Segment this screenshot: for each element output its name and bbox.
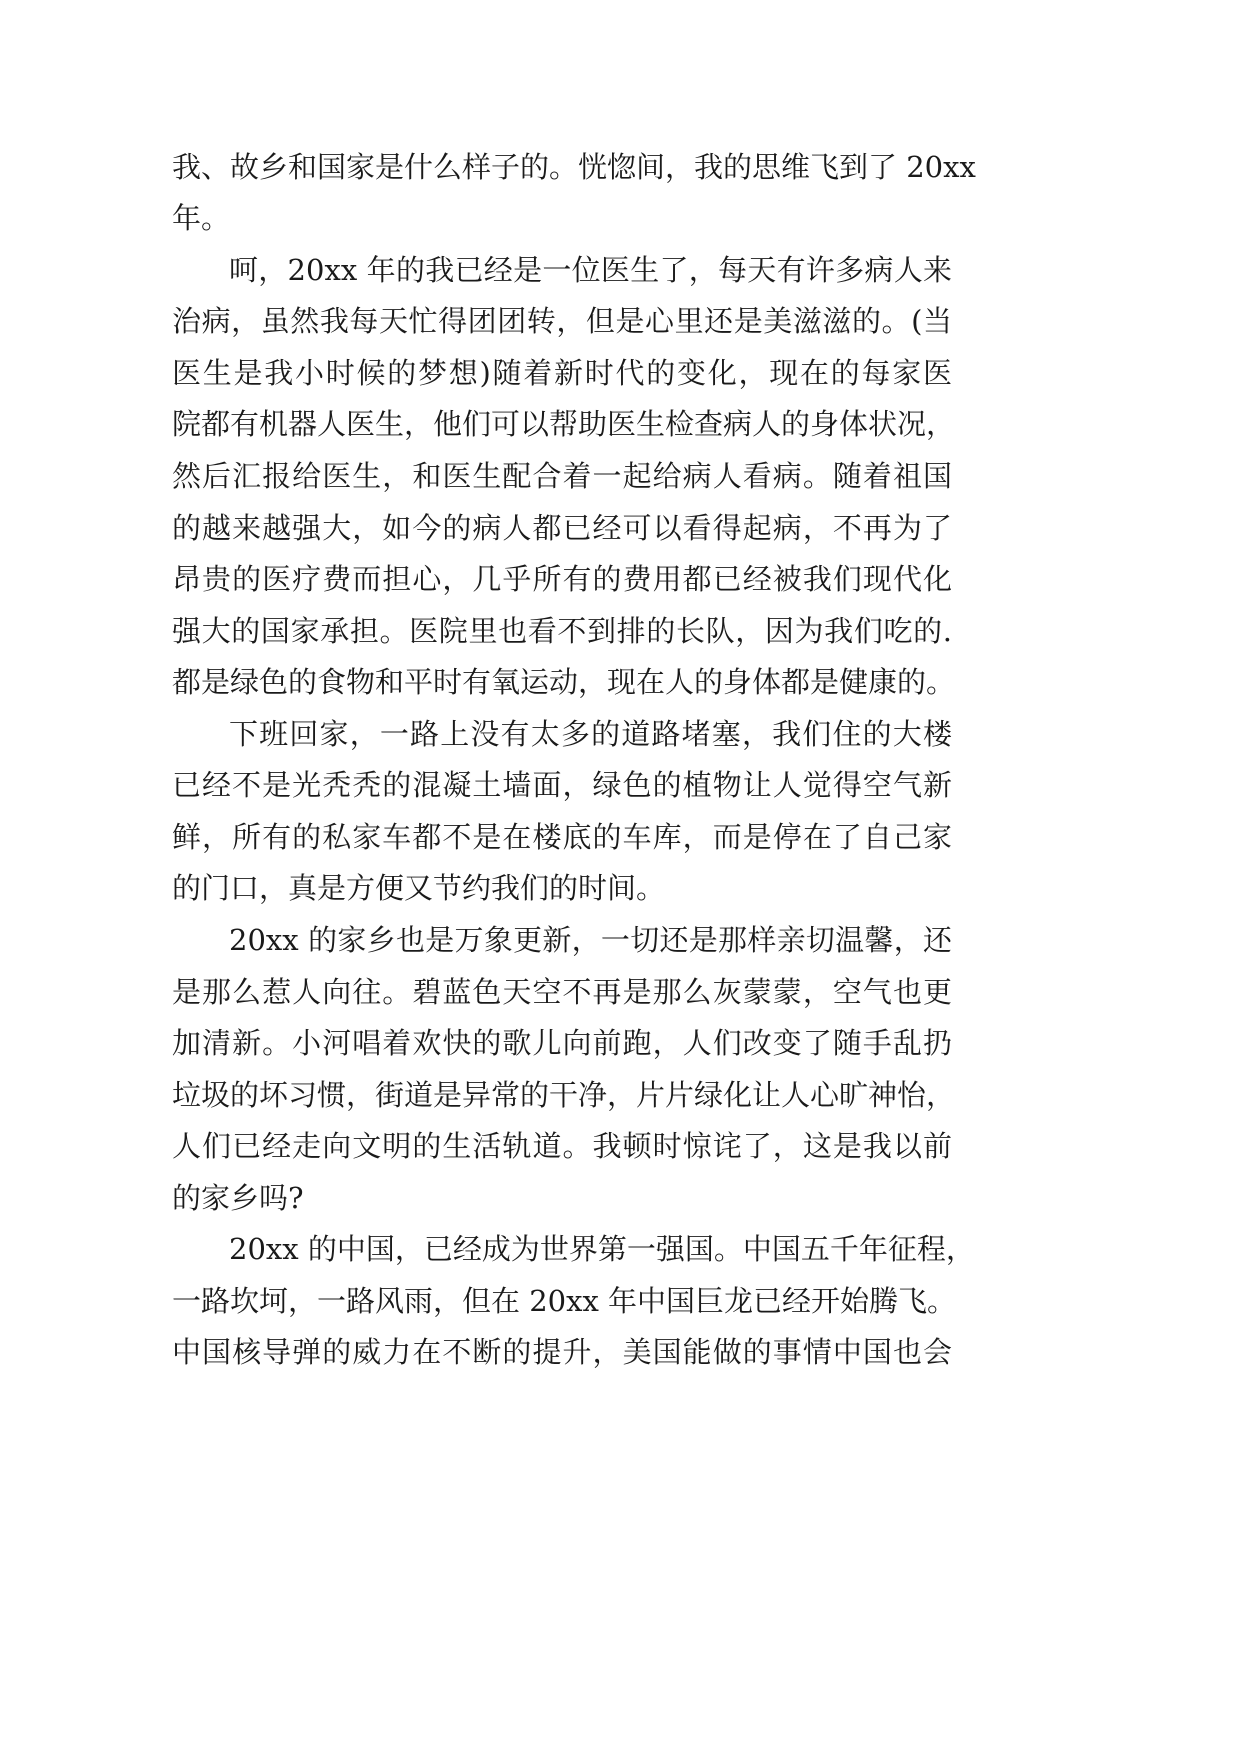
text-line: 然后汇报给医生，和医生配合着一起给病人看病。随着祖国 [172,459,952,493]
text-line: 人们已经走向文明的生活轨道。我顿时惊诧了，这是我以前 [172,1129,952,1163]
text-line: 年。 [172,201,231,235]
paragraph-first-line: 20xx 的家乡也是万象更新，一切还是那样亲切温馨，还 [229,923,952,957]
text-line: 院都有机器人医生，他们可以帮助医生检查病人的身体状况， [172,407,956,441]
text-line: 强大的国家承担。医院里也看不到排的长队，因为我们吃的. [172,614,952,648]
text-line: 已经不是光秃秃的混凝土墙面，绿色的植物让人觉得空气新 [172,768,952,802]
text-line: 昂贵的医疗费而担心，几乎所有的费用都已经被我们现代化 [172,562,952,596]
text-line: 都是绿色的食物和平时有氧运动，现在人的身体都是健康的。 [172,665,956,699]
paragraph-first-line: 20xx 的中国，已经成为世界第一强国。中国五千年征程， [229,1232,975,1266]
text-line: 垃圾的坏习惯，街道是异常的干净，片片绿化让人心旷神怡， [172,1078,956,1112]
paragraph-first-line: 下班回家，一路上没有太多的道路堵塞，我们住的大楼 [229,717,952,751]
text-line: 是那么惹人向往。碧蓝色天空不再是那么灰蒙蒙，空气也更 [172,975,952,1009]
paragraph-first-line: 呵，20xx 年的我已经是一位医生了，每天有许多病人来 [229,253,952,287]
text-line: 的家乡吗? [172,1181,304,1215]
text-line: 加清新。小河唱着欢快的歌儿向前跑，人们改变了随手乱扔 [172,1026,952,1060]
text-line: 治病，虽然我每天忙得团团转，但是心里还是美滋滋的。(当 [172,304,952,338]
text-line: 医生是我小时候的梦想)随着新时代的变化，现在的每家医 [172,356,952,390]
text-line: 的门口，真是方便又节约我们的时间。 [172,871,666,905]
text-line: 中国核导弹的威力在不断的提升，美国能做的事情中国也会 [172,1335,952,1369]
text-line: 鲜，所有的私家车都不是在楼底的车库，而是停在了自己家 [172,820,952,854]
text-line: 一路坎坷，一路风雨，但在 20xx 年中国巨龙已经开始腾飞。 [172,1284,957,1318]
text-line: 的越来越强大，如今的病人都已经可以看得起病，不再为了 [172,511,952,545]
text-line: 我、故乡和国家是什么样子的。恍惚间，我的思维飞到了 20xx [172,150,976,184]
